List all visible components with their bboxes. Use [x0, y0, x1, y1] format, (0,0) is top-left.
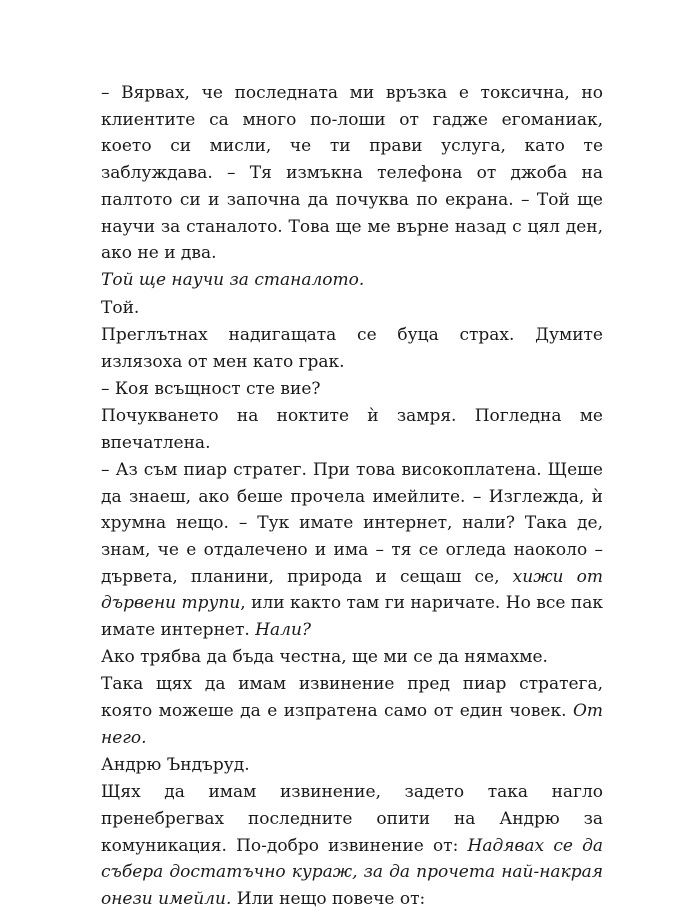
paragraph-11 [101, 779, 603, 913]
paragraph-text: – Коя всъщност сте вие? [101, 378, 321, 399]
paragraph-italic-text: Той ще научи за станалото. [101, 270, 365, 291]
paragraph-10 [101, 752, 603, 779]
paragraph-text: Щях да имам извинение, задето така нагло пренебрегвах последните опити на Андрю за комуникация. По-добро извинение от: [101, 782, 603, 856]
paragraph-9 [101, 671, 603, 751]
paragraph-2 [101, 267, 603, 294]
paragraph-text: , или както там ги наричате. Но все пак имате интернет. [101, 593, 603, 641]
paragraph-4 [101, 322, 603, 375]
paragraph-7 [101, 457, 603, 644]
paragraph-italic-text: От него. [101, 701, 603, 748]
paragraph-text: Андрю Ъндъруд. [101, 755, 250, 776]
paragraph-6 [101, 403, 603, 456]
paragraph-text: Преглътнах надигащата се буца страх. Думите излязоха от мен като грак. [101, 324, 603, 372]
paragraph-1 [101, 80, 603, 267]
paragraph-text: Така щях да имам извинение пред пиар стратега, която можеше да е изпратена само от един човек. [101, 674, 603, 722]
paragraph-3 [101, 295, 603, 322]
page-text [101, 80, 603, 913]
paragraph-text: – Аз съм пиар стратег. При това високоплатена. Щеше да знаеш, ако беше прочела имейлите. – Изглежда, ѝ хрумна нещо. – Тук имате интернет, нали? Така де, знам, че е отдалечено и има – тя се огледа наоколо – дървета, планини, природа и сещаш се, [101, 459, 603, 587]
paragraph-text: Почукването на ноктите ѝ замря. Погледна ме впечатлена. [101, 405, 603, 453]
paragraph-text: Или нещо повече от: [231, 889, 426, 910]
paragraph-text: – Вярвах, че последната ми връзка е токсична, но клиентите са много по-лоши от гадже егоманиак, което си мисли, че ти прави услуга, като те заблуждава. – Тя измъкна телефона от джоба на палтото си и започна да почуква по екрана. – Той ще научи за станалото. Това ще ме върне назад с цял ден, ако не и два. [101, 83, 603, 264]
paragraph-italic-text: Нали? [255, 620, 312, 641]
paragraph-5 [101, 376, 603, 403]
paragraph-text: Той. [101, 297, 140, 318]
paragraph-italic-text: Надявах се да събера достатъчно кураж, за да прочета най-накрая онези имейли. [101, 835, 603, 910]
paragraph-italic-text: хижи от дървени трупи [101, 566, 603, 614]
paragraph-8 [101, 644, 603, 671]
paragraph-text: Ако трябва да бъда честна, ще ми се да нямахме. [101, 647, 548, 668]
